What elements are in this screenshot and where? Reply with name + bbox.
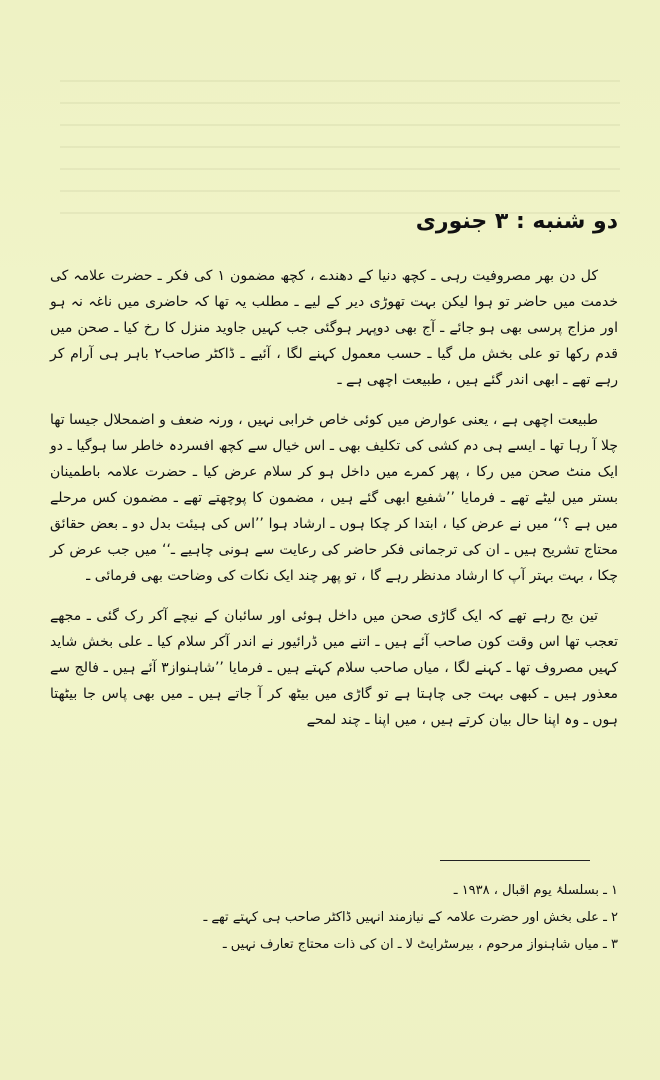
paragraph-2: طبیعت اچھی ہے ، یعنی عوارض میں کوئی خاص خرابی نہیں ، ورنہ ضعف و اضمحلال جیسا تھا چلا آ رہا تھا ـ ایسے ہی دم کشی کی تکلیف بھی ـ اس خیال سے کچھ افسردہ خاطر سا ہوگیا ـ دو ایک منٹ صحن میں رکا ، پھر کمرے میں داخل ہو کر سلام عرض کیا ـ حضرت علامہ باطمینان بستر میں لیٹے تھے ـ فرمایا ’’شفیع ابھی گئے ہیں ، مضمون کا پوچھتے تھے ـ مضمون کس مرحلے میں ہے ؟‘‘ میں نے عرض کیا ، ابتدا کر چکا ہوں ـ ارشاد ہوا ’’اس کی ہیئت بدل دو ـ بعض حقائق محتاج تشریح ہیں ـ ان کی ترجمانی فکر حاضر کی رعایت سے ہونی چاہیے ـ‘‘ میں جب عرض کر چکا ، بہت بہتر آپ کا ارشاد مدنظر رہے گا ، تو پھر چند ایک نکات کی وضاحت بھی فرمائی ـ (50, 412, 618, 584)
bleed-through-text (60, 80, 620, 220)
footnotes (50, 878, 618, 959)
footnote-2: ۲ ـ علی بخش اور حضرت علامہ کے نیازمند انہیں ڈاکٹر صاحب ہی کہتے تھے ـ (203, 910, 618, 925)
main-text (50, 205, 618, 733)
paragraph-3: تین بج رہے تھے کہ ایک گاڑی صحن میں داخل ہوئی اور سائبان کے نیچے آکر رک گئی ـ مجھے تعجب تھا اس وقت کون صاحب آئے ہیں ـ اتنے میں ڈرائیور نے اندر آکر سلام کیا ـ علی بخش شاید کہیں مصروف تھا ـ کہنے لگا ، میاں صاحب سلام کہتے ہیں ـ فرمایا ’’شاہنواز۳ آئے ہیں ـ فالج سے معذور ہیں ـ کبھی بہت جی چاہتا ہے تو گاڑی میں بیٹھ کر آ جاتے ہیں ـ میں بھی پاس جا بیٹھتا ہوں ـ وہ اپنا حال بیان کرتے ہیں ، میں اپنا ـ چند لمحے (50, 608, 618, 728)
footnote-3: ۳ ـ میاں شاہنواز مرحوم ، بیرسٹرایٹ لا ـ ان کی ذات محتاج تعارف نہیں ـ (222, 937, 618, 952)
diary-date-heading: دو شنبه : ۳ جنوری (415, 209, 618, 234)
footnote-1: ۱ ـ بسلسلۂ یوم اقبال ، ۱۹۳۸ ـ (453, 883, 618, 898)
footnote-separator (440, 860, 590, 861)
paragraph-1: کل دن بھر مصروفیت رہی ـ کچھ دنیا کے دھندے ، کچھ مضمون ۱ کی فکر ـ حضرت علامہ کی خدمت میں حاضر تو ہوا لیکن بہت تھوڑی دیر کے لیے ـ مطلب یہ تھا کہ حاضری میں ناغہ نہ ہو اور مزاج پرسی بھی ہو جائے ـ آج بھی دوپہر ہوگئی جب کہیں جاوید منزل کا رخ کیا ـ صحن میں قدم رکھا تو علی بخش مل گیا ـ حسب معمول کہنے لگا ، آئیے ـ ڈاکٹر صاحب۲ باہر ہی آرام کر رہے تھے ـ ابھی اندر گئے ہیں ، طبیعت اچھی ہے ـ (50, 268, 618, 388)
